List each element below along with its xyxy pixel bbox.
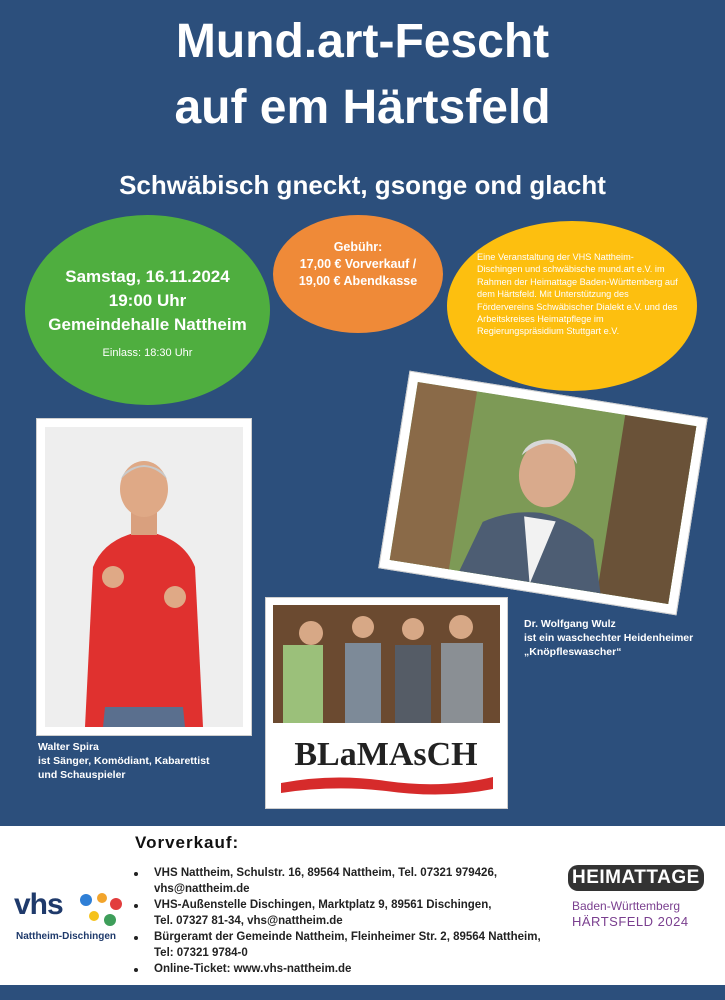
walter-desc-1: ist Sänger, Komödiant, Kabarettist (38, 755, 210, 767)
fee-circle (273, 215, 443, 333)
caption-wolfgang (524, 617, 693, 659)
photo-walter-spira (36, 418, 252, 736)
event-admission: Einlass: 18:30 Uhr (102, 347, 193, 359)
presale-item (130, 866, 560, 897)
title-line-2: auf em Härtsfeld (174, 81, 551, 134)
presale-item-line: VHS Nattheim, Schulstr. 16, 89564 Nattheim, Tel. 07321 979426, (154, 867, 498, 879)
walter-portrait (45, 427, 243, 727)
wolfgang-portrait (390, 382, 697, 604)
heimattage-year: HÄRTSFELD 2024 (572, 914, 689, 929)
event-date: Samstag, 16.11.2024 (65, 267, 230, 286)
heimattage-region: Baden-Württemberg (572, 899, 681, 913)
photo-blamasch (265, 597, 508, 809)
event-venue: Gemeindehalle Nattheim (48, 315, 247, 334)
heimattage-logo (564, 855, 700, 935)
wolfgang-name: Dr. Wolfgang Wulz (524, 618, 616, 630)
vhs-logo (14, 888, 132, 950)
fee-presale: 17,00 € Vorverkauf / (299, 257, 417, 271)
presale-title: Vorverkauf: (135, 833, 240, 852)
fee-label: Gebühr: (333, 240, 383, 254)
fee-evening: 19,00 € Abendkasse (298, 274, 418, 288)
bottom-bar (0, 985, 725, 1000)
presale-item (130, 962, 560, 978)
vhs-dots-icon (76, 890, 126, 930)
presale-item (130, 930, 560, 961)
wolfgang-desc-1: ist ein waschechter Heidenheimer (524, 632, 694, 644)
presale-item-phone: Tel: 07321 9784-0 (154, 946, 248, 959)
presale-item-line: Bürgeramt der Gemeinde Nattheim, Fleinheimer Str. 2, 89564 Nattheim, (154, 931, 541, 943)
presale-item-online-ticket[interactable]: Online-Ticket: www.vhs-nattheim.de (154, 963, 352, 975)
presale-item-contact: Tel. 07327 81-34, vhs@nattheim.de (154, 914, 343, 927)
caption-walter (38, 740, 210, 782)
wolfgang-desc-2: „Knöpfleswascher“ (524, 646, 622, 658)
presale-item (130, 898, 560, 929)
presale-list (130, 866, 560, 979)
event-time: 19:00 Uhr (108, 291, 187, 310)
walter-name: Walter Spira (38, 741, 99, 753)
blamasch-group-photo (273, 605, 500, 801)
event-info-circle (25, 215, 270, 405)
vhs-logo-sub: Nattheim-Dischingen (16, 931, 117, 942)
walter-desc-2: und Schauspieler (38, 769, 126, 781)
organizer-text: Eine Veranstaltung der VHS Nattheim-Dischingen und schwäbische mund.art e.V. im Rahmen der Heimattage Baden-Württemberg auf dem Härtsfeld. Mit Unterstützung des Fördervereins Schwäbischer Dialekt e.V. und des Arbeitskreises Heimatpflege im Regierungspräsidium Stuttgart e.V. (477, 252, 678, 337)
presale-item-line: VHS-Außenstelle Dischingen, Marktplatz 9, 89561 Dischingen, (154, 899, 492, 911)
subtitle: Schwäbisch gneckt, gsonge ond glacht (119, 170, 606, 200)
blamasch-logo-text: BLaMAsCH (294, 736, 478, 773)
vhs-logo-word: vhs (14, 888, 63, 921)
presale-item-email[interactable]: vhs@nattheim.de (154, 882, 250, 895)
heimattage-word: HEIMATTAGE (568, 865, 704, 891)
organizer-circle (447, 221, 697, 391)
title-line-1: Mund.art-Fescht (175, 15, 550, 68)
